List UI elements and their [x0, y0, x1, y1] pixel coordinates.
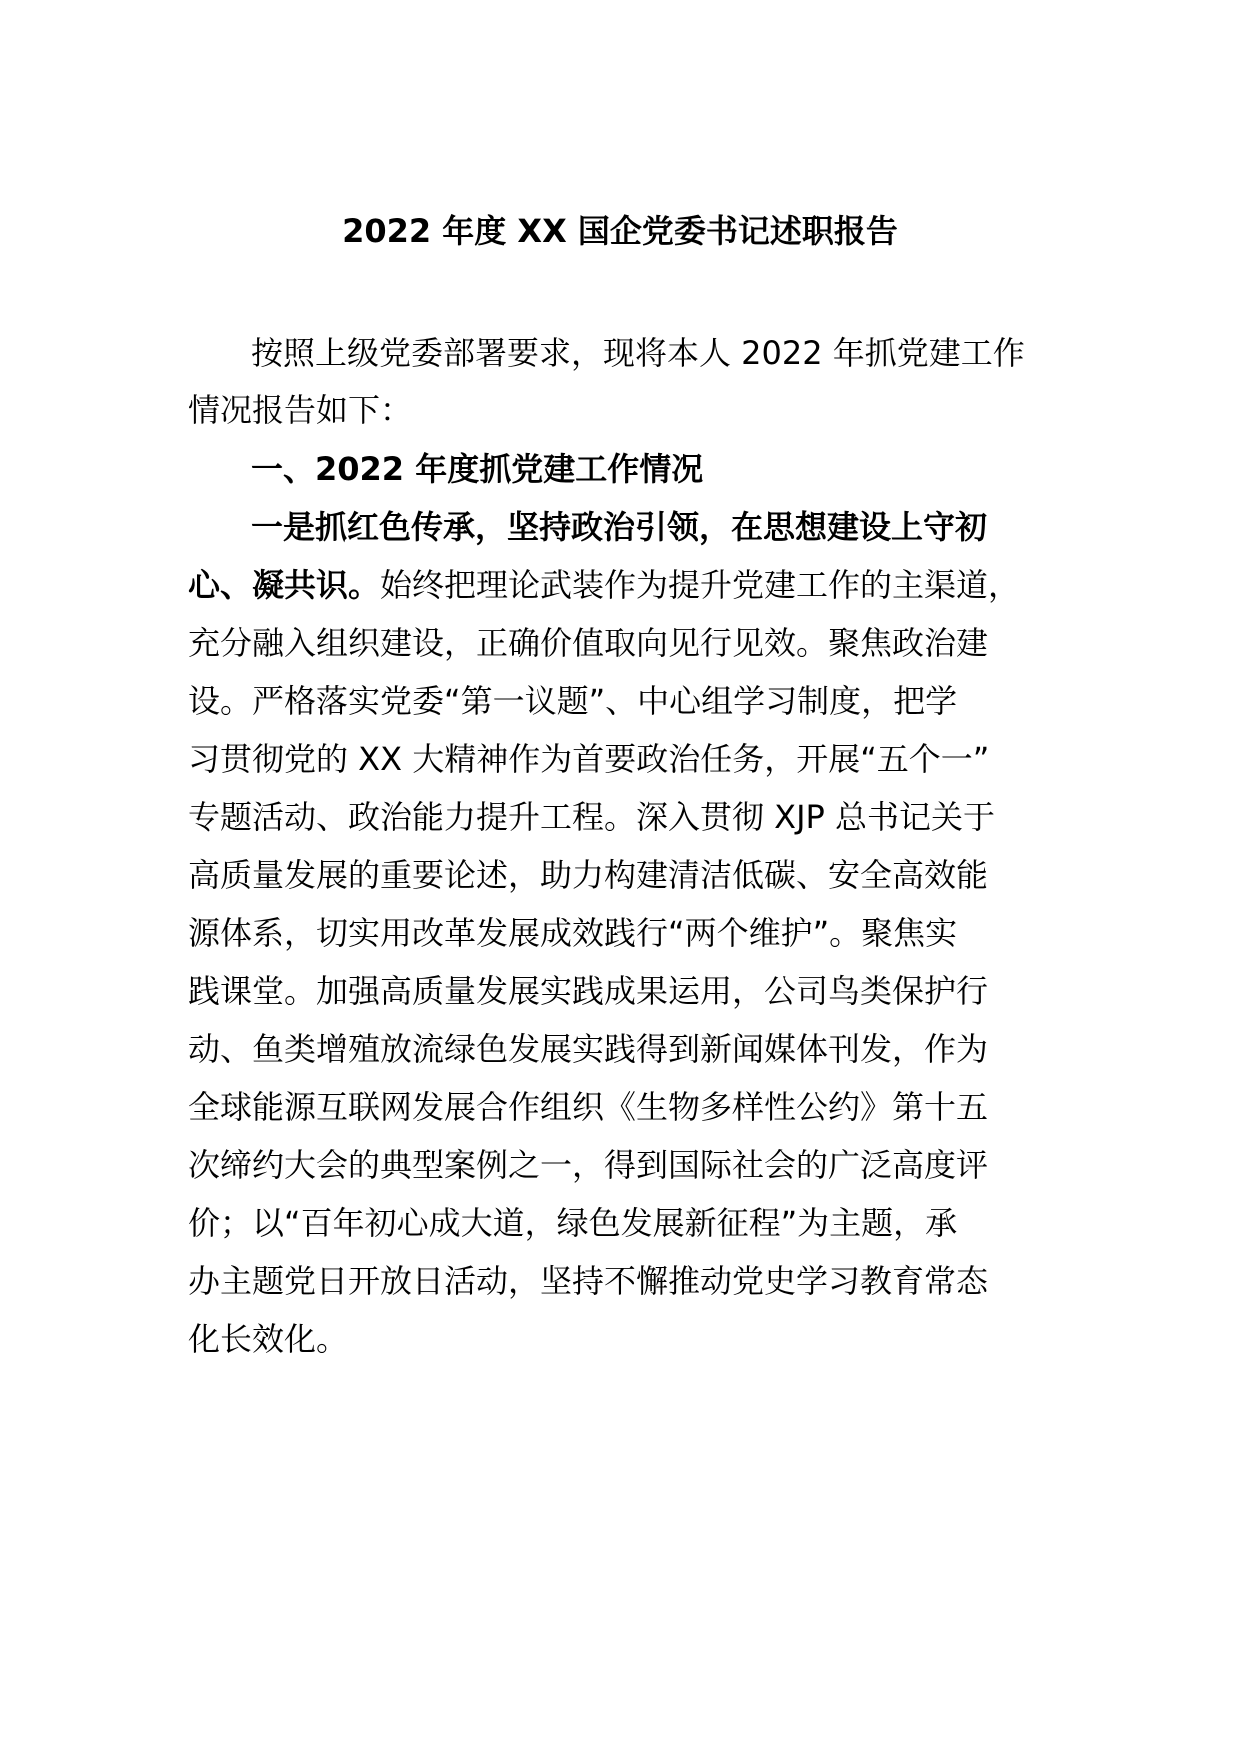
body-line: 价；以“百年初心成大道，绿色发展新征程”为主题，承 — [188, 1204, 958, 1242]
intro-line: 按照上级党委部署要求，现将本人 2022 年抓党建工作 — [251, 334, 1025, 372]
point-one-mixed-line — [188, 560, 1020, 610]
point-one-bold-tail: 心、凝共识。 — [188, 566, 381, 604]
body-line: 习贯彻党的 XX 大精神作为首要政治任务，开展“五个一” — [188, 740, 990, 778]
point-one-heading-line — [251, 502, 987, 552]
body-line: 化长效化。 — [188, 1320, 349, 1358]
section-heading: 一、2022 年度抓党建工作情况 — [251, 450, 704, 488]
body-line: 次缔约大会的典型案例之一，得到国际社会的广泛高度评 — [188, 1146, 989, 1184]
point-one-bold-text: 一是抓红色传承，坚持政治引领，在思想建设上守初 — [251, 508, 988, 546]
point-one-body-start: 始终把理论武装作为提升党建工作的主渠道， — [380, 566, 1021, 604]
body-line: 践课堂。加强高质量发展实践成果运用，公司鸟类保护行 — [188, 972, 989, 1010]
document-title: 2022 年度 XX 国企党委书记述职报告 — [342, 212, 898, 250]
body-line: 源体系，切实用改革发展成效践行“两个维护”。聚焦实 — [188, 914, 958, 952]
body-line: 动、鱼类增殖放流绿色发展实践得到新闻媒体刊发，作为 — [188, 1030, 989, 1068]
body-line: 专题活动、政治能力提升工程。深入贯彻 XJP 总书记关于 — [188, 798, 996, 836]
body-line: 办主题党日开放日活动，坚持不懈推动党史学习教育常态 — [188, 1262, 989, 1300]
intro-line: 情况报告如下： — [188, 391, 413, 429]
body-line: 设。严格落实党委“第一议题”、中心组学习制度，把学 — [188, 682, 958, 720]
body-line: 高质量发展的重要论述，助力构建清洁低碳、安全高效能 — [188, 856, 989, 894]
body-line: 全球能源互联网发展合作组织《生物多样性公约》第十五 — [188, 1088, 989, 1126]
body-line: 充分融入组织建设，正确价值取向见行见效。聚焦政治建 — [188, 624, 989, 662]
